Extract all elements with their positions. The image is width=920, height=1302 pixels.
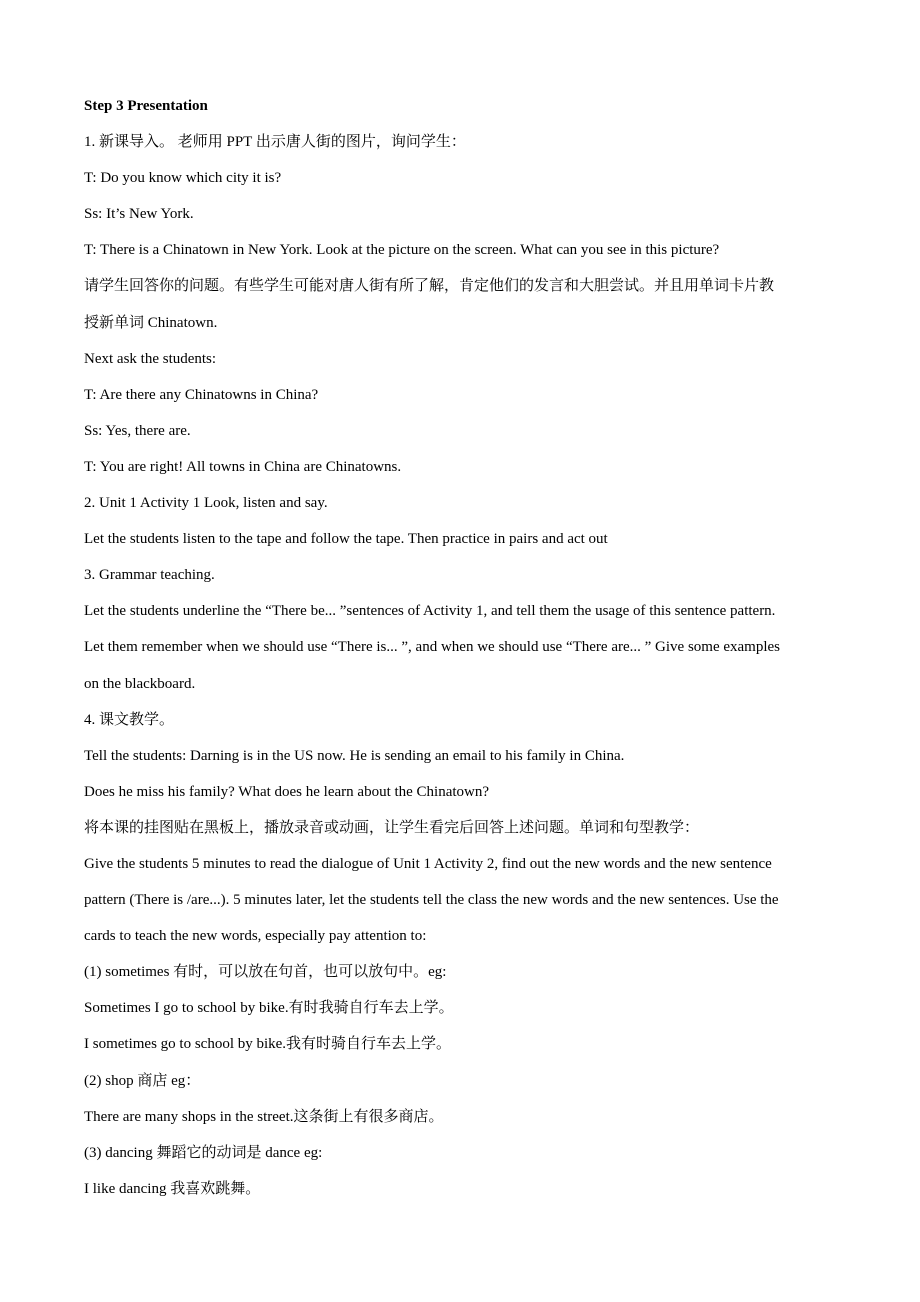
text-line: (3) dancing 舞蹈它的动词是 dance eg: bbox=[84, 1144, 323, 1161]
text-line: Let them remember when we should use “There is... ”, and when we should use “There are... ” Give some examples bbox=[84, 639, 781, 656]
text-line: There are many shops in the street.这条街上有很多商店。 bbox=[84, 1108, 444, 1125]
text-line: Let the students listen to the tape and follow the tape. Then practice in pairs and act out bbox=[84, 531, 608, 548]
text-line: T: Do you know which city it is? bbox=[84, 170, 282, 187]
text-line: on the blackboard. bbox=[84, 675, 196, 692]
text-line: Give the students 5 minutes to read the dialogue of Unit 1 Activity 2, find out the new words and the new sentence bbox=[84, 855, 772, 872]
text-line: I sometimes go to school by bike.我有时骑自行车去上学。 bbox=[84, 1036, 452, 1053]
text-line: 2. Unit 1 Activity 1 Look, listen and say. bbox=[84, 495, 328, 512]
text-line: 授新单词 Chinatown. bbox=[84, 314, 218, 331]
text-line: 请学生回答你的问题。有些学生可能对唐人街有所了解，肯定他们的发言和大胆尝试。并且用单词卡片教 bbox=[84, 278, 775, 295]
text-line: Ss: Yes, there are. bbox=[84, 422, 191, 439]
text-line: pattern (There is /are...). 5 minutes later, let the students tell the class the new words and the new sentences. Use the bbox=[84, 892, 779, 909]
text-line: Ss: It’s New York. bbox=[84, 206, 194, 223]
section-heading: Step 3 Presentation bbox=[84, 98, 208, 114]
text-line: (2) shop 商店 eg： bbox=[84, 1072, 201, 1089]
text-line: Tell the students: Darning is in the US now. He is sending an email to his family in China. bbox=[84, 747, 625, 764]
text-line: T: There is a Chinatown in New York. Look at the picture on the screen. What can you see in this picture? bbox=[84, 242, 720, 259]
document-body bbox=[84, 88, 844, 1207]
text-line: Sometimes I go to school by bike.有时我骑自行车去上学。 bbox=[84, 1000, 454, 1017]
text-line: Let the students underline the “There be... ”sentences of Activity 1, and tell them the usage of this sentence pattern. bbox=[84, 603, 776, 620]
text-line: T: Are there any Chinatowns in China? bbox=[84, 386, 319, 403]
text-line: 4. 课文教学。 bbox=[84, 711, 175, 728]
text-line: Next ask the students: bbox=[84, 350, 217, 367]
text-line: 1. 新课导入。 老师用 PPT 出示唐人街的图片，询问学生： bbox=[84, 134, 466, 151]
text-line: cards to teach the new words, especially pay attention to: bbox=[84, 928, 427, 945]
text-line: I like dancing 我喜欢跳舞。 bbox=[84, 1180, 261, 1197]
text-line: Does he miss his family? What does he learn about the Chinatown? bbox=[84, 783, 490, 800]
text-line: T: You are right! All towns in China are Chinatowns. bbox=[84, 458, 402, 475]
text-line: 将本课的挂图贴在黑板上，播放录音或动画，让学生看完后回答上述问题。单词和句型教学： bbox=[84, 819, 700, 836]
text-line: 3. Grammar teaching. bbox=[84, 567, 215, 584]
text-line: (1) sometimes 有时，可以放在句首，也可以放句中。eg: bbox=[84, 964, 447, 981]
